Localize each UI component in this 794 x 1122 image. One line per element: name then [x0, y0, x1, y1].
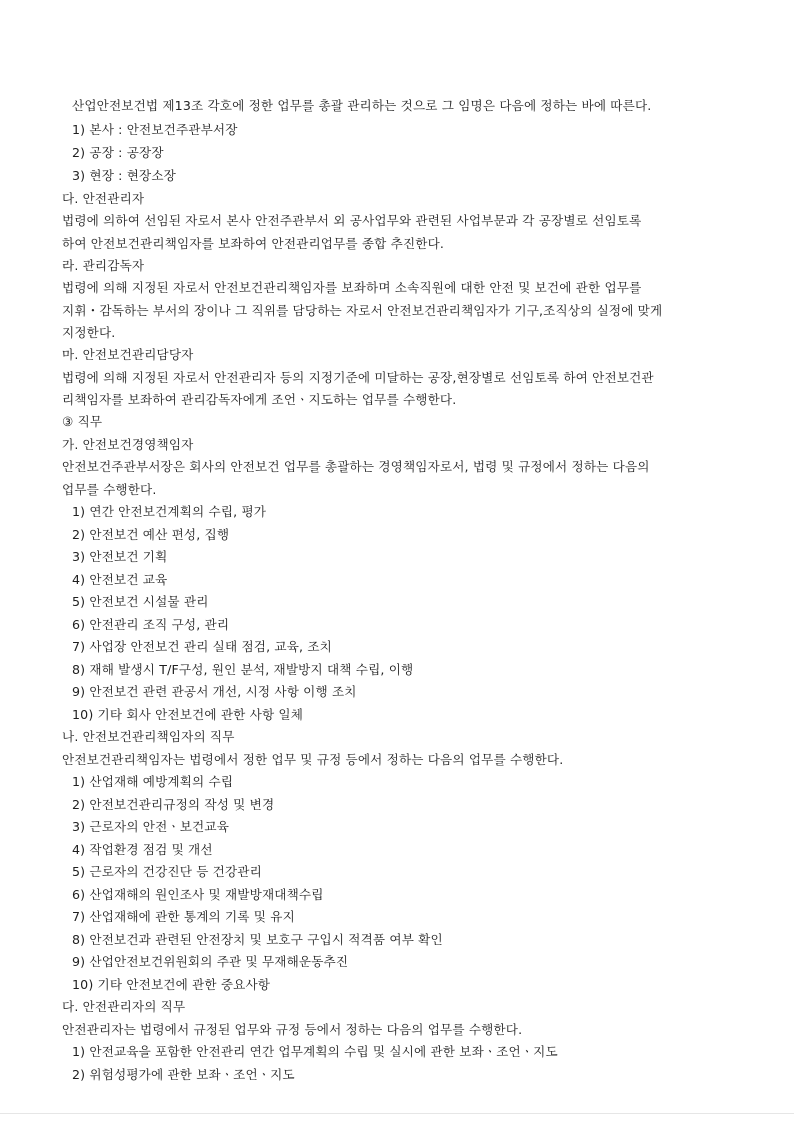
page-bottom-rule [0, 1113, 794, 1114]
section-heading: 가. 안전보건경영책임자 [62, 437, 194, 452]
list-item: 5) 근로자의 건강진단 등 건강관리 [72, 864, 262, 879]
list-item: 2) 위험성평가에 관한 보좌ㆍ조언ㆍ지도 [72, 1067, 295, 1082]
list-item: 8) 안전보건과 관련된 안전장치 및 보호구 구입시 적격품 여부 확인 [72, 932, 443, 947]
paragraph-line: 지정한다. [62, 325, 116, 340]
paragraph-line: 지휘・감독하는 부서의 장이나 그 직위를 담당하는 자로서 안전보건관리책임자가 기구,조직상의 실정에 맞게 [62, 303, 663, 318]
list-item: 10) 기타 회사 안전보건에 관한 사항 일체 [72, 707, 304, 722]
section-heading: 다. 안전관리자의 직무 [62, 999, 186, 1014]
section-heading: 마. 안전보건관리담당자 [62, 347, 194, 362]
list-item: 3) 현장 : 현장소장 [72, 168, 176, 183]
chapter-heading: ③ 직무 [62, 414, 103, 429]
list-item: 3) 근로자의 안전ㆍ보건교육 [72, 819, 230, 834]
list-item: 6) 안전관리 조직 구성, 관리 [72, 617, 230, 632]
list-item: 1) 안전교육을 포함한 안전관리 연간 업무계획의 수립 및 실시에 관한 보좌ㆍ조언ㆍ지도 [72, 1044, 558, 1059]
paragraph-line: 법령에 의해 지정된 자로서 안전보건관리책임자를 보좌하며 소속직원에 대한 안전 및 보건에 관한 업무를 [62, 280, 642, 295]
intro-paragraph: 산업안전보건법 제13조 각호에 정한 업무를 총괄 관리하는 것으로 그 임명은 다음에 정하는 바에 따른다. [72, 98, 652, 113]
list-item: 2) 안전보건관리규정의 작성 및 변경 [72, 797, 275, 812]
list-item: 10) 기타 안전보건에 관한 중요사항 [72, 977, 271, 992]
list-item: 3) 안전보건 기획 [72, 549, 168, 564]
list-item: 1) 본사 : 안전보건주관부서장 [72, 122, 238, 137]
list-item: 1) 산업재해 예방계획의 수립 [72, 774, 234, 789]
section-heading: 라. 관리감독자 [62, 258, 145, 273]
list-item: 4) 작업환경 점검 및 개선 [72, 842, 213, 857]
list-item: 4) 안전보건 교육 [72, 572, 168, 587]
list-item: 5) 안전보건 시설물 관리 [72, 594, 209, 609]
list-item: 9) 안전보건 관련 관공서 개선, 시정 사항 이행 조치 [72, 684, 357, 699]
list-item: 7) 사업장 안전보건 관리 실태 점검, 교육, 조치 [72, 639, 332, 654]
list-item: 7) 산업재해에 관한 통계의 기록 및 유지 [72, 909, 295, 924]
paragraph-line: 업무를 수행한다. [62, 482, 157, 497]
section-heading: 나. 안전보건관리책임자의 직무 [62, 729, 235, 744]
list-item: 6) 산업재해의 원인조사 및 재발방재대책수립 [72, 887, 324, 902]
list-item: 9) 산업안전보건위원회의 주관 및 무재해운동추진 [72, 954, 349, 969]
list-item: 1) 연간 안전보건계획의 수립, 평가 [72, 504, 267, 519]
list-item: 8) 재해 발생시 T/F구성, 원인 분석, 재발방지 대책 수립, 이행 [72, 662, 414, 677]
paragraph-line: 안전보건관리책임자는 법령에서 정한 업무 및 규정 등에서 정하는 다음의 업무를 수행한다. [62, 752, 564, 767]
paragraph-line: 법령에 의하여 선임된 자로서 본사 안전주관부서 외 공사업무와 관련된 사업부문과 각 공장별로 선임토록 [62, 213, 642, 228]
paragraph-line: 안전관리자는 법령에서 규정된 업무와 규정 등에서 정하는 다음의 업무를 수행한다. [62, 1022, 523, 1037]
paragraph-line: 법령에 의해 지정된 자로서 안전관리자 등의 지정기준에 미달하는 공장,현장별로 선임토록 하여 안전보건관 [62, 370, 654, 385]
list-item: 2) 안전보건 예산 편성, 집행 [72, 527, 230, 542]
list-item: 2) 공장 : 공장장 [72, 145, 164, 160]
paragraph-line: 리책임자를 보좌하여 관리감독자에게 조언ㆍ지도하는 업무를 수행한다. [62, 392, 457, 407]
paragraph-line: 안전보건주관부서장은 회사의 안전보건 업무를 총괄하는 경영책임자로서, 법령 및 규정에서 정하는 다음의 [62, 459, 650, 474]
paragraph-line: 하여 안전보건관리책임자를 보좌하여 안전관리업무를 종합 추진한다. [62, 236, 445, 251]
section-heading: 다. 안전관리자 [62, 191, 145, 206]
